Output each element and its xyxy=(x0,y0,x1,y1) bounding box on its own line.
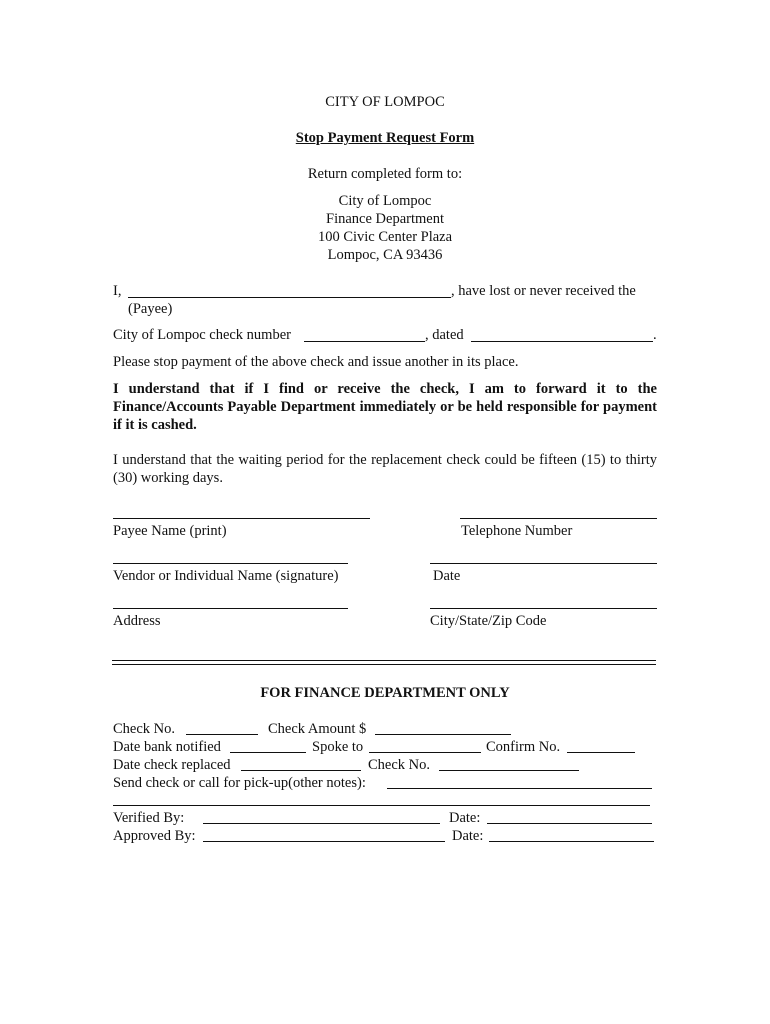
dated-blank[interactable] xyxy=(471,341,653,342)
address-label: Address xyxy=(113,613,161,629)
approved-date-blank[interactable] xyxy=(489,841,654,842)
confirm-no-label: Confirm No. xyxy=(486,739,561,755)
date-check-replaced-label: Date check replaced xyxy=(113,757,231,773)
address-blank[interactable] xyxy=(113,608,348,609)
check-number-label: City of Lompoc check number xyxy=(113,327,291,343)
form-title: Stop Payment Request Form xyxy=(295,130,475,146)
telephone-label: Telephone Number xyxy=(461,523,573,539)
address-line-4: Lompoc, CA 93436 xyxy=(327,247,443,263)
divider-rule-top xyxy=(112,660,656,661)
date-blank[interactable] xyxy=(430,563,657,564)
check-number-blank[interactable] xyxy=(304,341,425,342)
divider-rule-bottom xyxy=(112,664,656,665)
approved-by-label: Approved By: xyxy=(113,828,196,844)
date-check-replaced-blank[interactable] xyxy=(241,770,361,771)
check-amount-label: Check Amount $ xyxy=(268,721,367,737)
address-line-2: Finance Department xyxy=(326,211,444,227)
waiting-period-text: I understand that the waiting period for the replacement check could be fifteen (15) to thirty (30) working days. xyxy=(113,452,657,486)
send-check-label: Send check or call for pick-up(other notes): xyxy=(113,775,366,791)
verified-date-blank[interactable] xyxy=(487,823,652,824)
verified-by-label: Verified By: xyxy=(113,810,185,826)
notes-blank[interactable] xyxy=(113,805,650,806)
city-heading: CITY OF LOMPOC xyxy=(325,94,445,110)
payee-suffix-text: , have lost or never received the xyxy=(451,283,636,299)
payee-prefix: I, xyxy=(113,283,122,299)
return-to-label: Return completed form to: xyxy=(307,166,463,182)
spoke-to-label: Spoke to xyxy=(312,739,364,755)
confirm-no-blank[interactable] xyxy=(567,752,635,753)
city-state-zip-blank[interactable] xyxy=(430,608,657,609)
date-bank-notified-label: Date bank notified xyxy=(113,739,221,755)
check-amount-blank[interactable] xyxy=(375,734,511,735)
telephone-blank[interactable] xyxy=(460,518,657,519)
verified-date-label: Date: xyxy=(449,810,481,826)
vendor-signature-label: Vendor or Individual Name (signature) xyxy=(113,568,339,584)
address-line-1: City of Lompoc xyxy=(338,193,432,209)
check-no-label: Check No. xyxy=(113,721,176,737)
city-state-zip-label: City/State/Zip Code xyxy=(430,613,547,629)
approved-by-blank[interactable] xyxy=(203,841,445,842)
finance-heading: FOR FINANCE DEPARTMENT ONLY xyxy=(260,685,510,701)
address-line-3: 100 Civic Center Plaza xyxy=(317,229,453,245)
payee-caption: (Payee) xyxy=(128,301,173,317)
payee-blank[interactable] xyxy=(128,297,451,298)
payee-name-blank[interactable] xyxy=(113,518,370,519)
date-bank-notified-blank[interactable] xyxy=(230,752,306,753)
send-check-blank[interactable] xyxy=(387,788,652,789)
payee-name-label: Payee Name (print) xyxy=(113,523,227,539)
understand-bold-text: I understand that if I find or receive the check, I am to forward it to the Finance/Accounts Payable Department immediately or be held responsible for payment if it is cashed. xyxy=(113,381,657,433)
vendor-signature-blank[interactable] xyxy=(113,563,348,564)
check-no-2-blank[interactable] xyxy=(439,770,579,771)
dated-period: . xyxy=(653,327,657,343)
dated-label: , dated xyxy=(425,327,464,343)
stop-request-text: Please stop payment of the above check and issue another in its place. xyxy=(113,354,519,370)
check-no-blank[interactable] xyxy=(186,734,258,735)
check-no-2-label: Check No. xyxy=(368,757,431,773)
date-label: Date xyxy=(433,568,461,584)
approved-date-label: Date: xyxy=(452,828,484,844)
spoke-to-blank[interactable] xyxy=(369,752,481,753)
verified-by-blank[interactable] xyxy=(203,823,440,824)
